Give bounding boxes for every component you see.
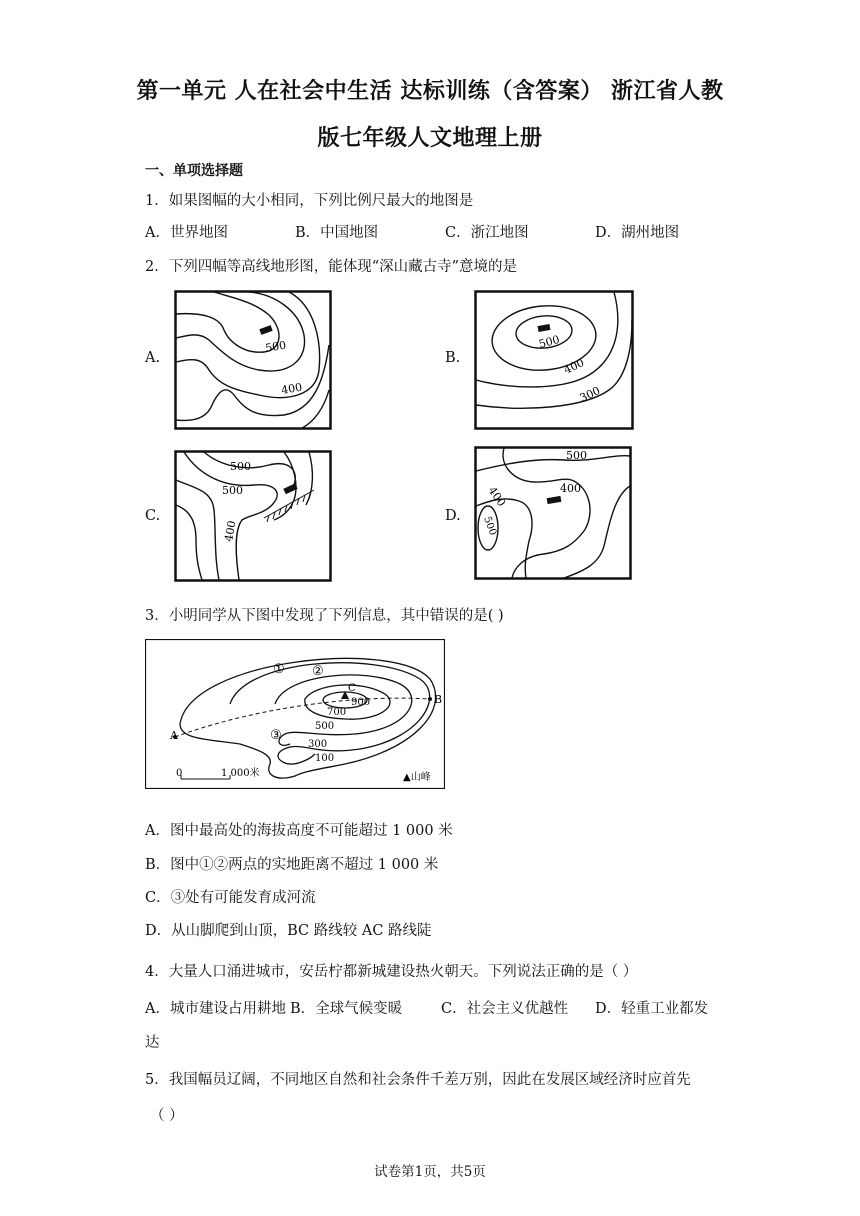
question-2-stem: 2．下列四幅等高线地形图，能体现“深山藏古寺”意境的是 <box>145 259 518 275</box>
contour-300-label: 300 <box>308 739 328 750</box>
map-c-label: C. <box>145 508 161 524</box>
contour-900-label: 900 <box>351 697 371 708</box>
section-heading: 一、单项选择题 <box>145 163 243 179</box>
question-4-option-b: B．全球气候变暖 <box>290 1001 403 1017</box>
question-3-stem: 3．小明同学从下图中发现了下列信息，其中错误的是( ) <box>145 608 504 624</box>
contour-map-b <box>474 290 634 430</box>
contour-map-d <box>474 446 632 580</box>
question-4-option-c: C．社会主义优越性 <box>441 1001 569 1017</box>
question-5-stem: 5．我国幅员辽阔，不同地区自然和社会条件千差万别，因此在发展区域经济时应首先 <box>145 1072 691 1088</box>
question-4-option-d: D．轻重工业都发 <box>595 1001 709 1017</box>
map-c-contour-label: 400 <box>222 519 239 543</box>
map-d-contour-label: 500 <box>481 515 499 537</box>
contour-500-label: 500 <box>315 721 335 732</box>
question-4-option-d-wrap: 达 <box>145 1035 160 1051</box>
point-1-label: ① <box>273 662 285 677</box>
contour-map-c <box>174 450 332 582</box>
map-b-contour-label: 300 <box>577 384 603 405</box>
contour-map-a <box>174 290 332 430</box>
document-title-line1: 第一单元 人在社会中生活 达标训练（含答案） 浙江省人教 <box>136 79 724 104</box>
question-3-option-a: A．图中最高处的海拔高度不可能超过 1 000 米 <box>145 823 453 839</box>
scale-bar-label: 1 000米 <box>221 768 260 779</box>
question-3-option-c: C．③处有可能发育成河流 <box>145 890 316 906</box>
map-a-contour-label: 400 <box>280 380 304 397</box>
map-b-contour-label: 400 <box>561 356 587 377</box>
question-3-option-b: B．图中①②两点的实地距离不超过 1 000 米 <box>145 857 439 873</box>
point-c-label: C <box>348 683 356 694</box>
map-b-label: B. <box>445 350 461 366</box>
document-title-line2: 版七年级人文地理上册 <box>317 126 543 151</box>
point-a-label: A <box>170 729 178 742</box>
map-c-contour-label: 500 <box>230 460 251 473</box>
question-1-option-b: B．中国地图 <box>295 225 379 241</box>
legend-peak: ▲山峰 <box>403 772 431 783</box>
question-1-option-a: A．世界地图 <box>145 225 228 241</box>
map-d-contour-label: 400 <box>560 482 581 495</box>
question-1-option-d: D．湖州地图 <box>595 225 680 241</box>
question-4-stem: 4．大量人口涌进城市，安岳柠都新城建设热火朝天。下列说法正确的是（ ） <box>145 964 638 980</box>
contour-100-label: 100 <box>315 753 335 764</box>
question-3-option-d: D．从山脚爬到山顶，BC 路线较 AC 路线陡 <box>145 923 432 939</box>
question-1-stem: 1．如果图幅的大小相同，下列比例尺最大的地图是 <box>145 193 474 209</box>
point-3-label: ③ <box>270 728 282 743</box>
map-c-contour-label: 500 <box>222 484 243 497</box>
question-5-answer-paren: （ ） <box>150 1108 184 1124</box>
contour-700-label: 700 <box>327 707 347 718</box>
map-a-label: A. <box>145 350 161 366</box>
question-1-option-c: C．浙江地图 <box>445 225 529 241</box>
map-d-label: D. <box>445 508 461 524</box>
question-4-option-a: A．城市建设占用耕地 <box>145 1001 286 1017</box>
point-b-label: B <box>434 693 443 706</box>
topographic-map-q3 <box>145 639 445 789</box>
map-d-contour-label: 400 <box>485 484 509 509</box>
scale-zero: 0 <box>176 768 183 779</box>
map-b-contour-label: 500 <box>537 332 562 351</box>
map-a-contour-label: 500 <box>264 338 288 355</box>
point-2-label: ② <box>312 664 324 679</box>
map-d-contour-label: 500 <box>566 449 587 462</box>
page-footer: 试卷第1页，共5页 <box>374 1164 486 1180</box>
